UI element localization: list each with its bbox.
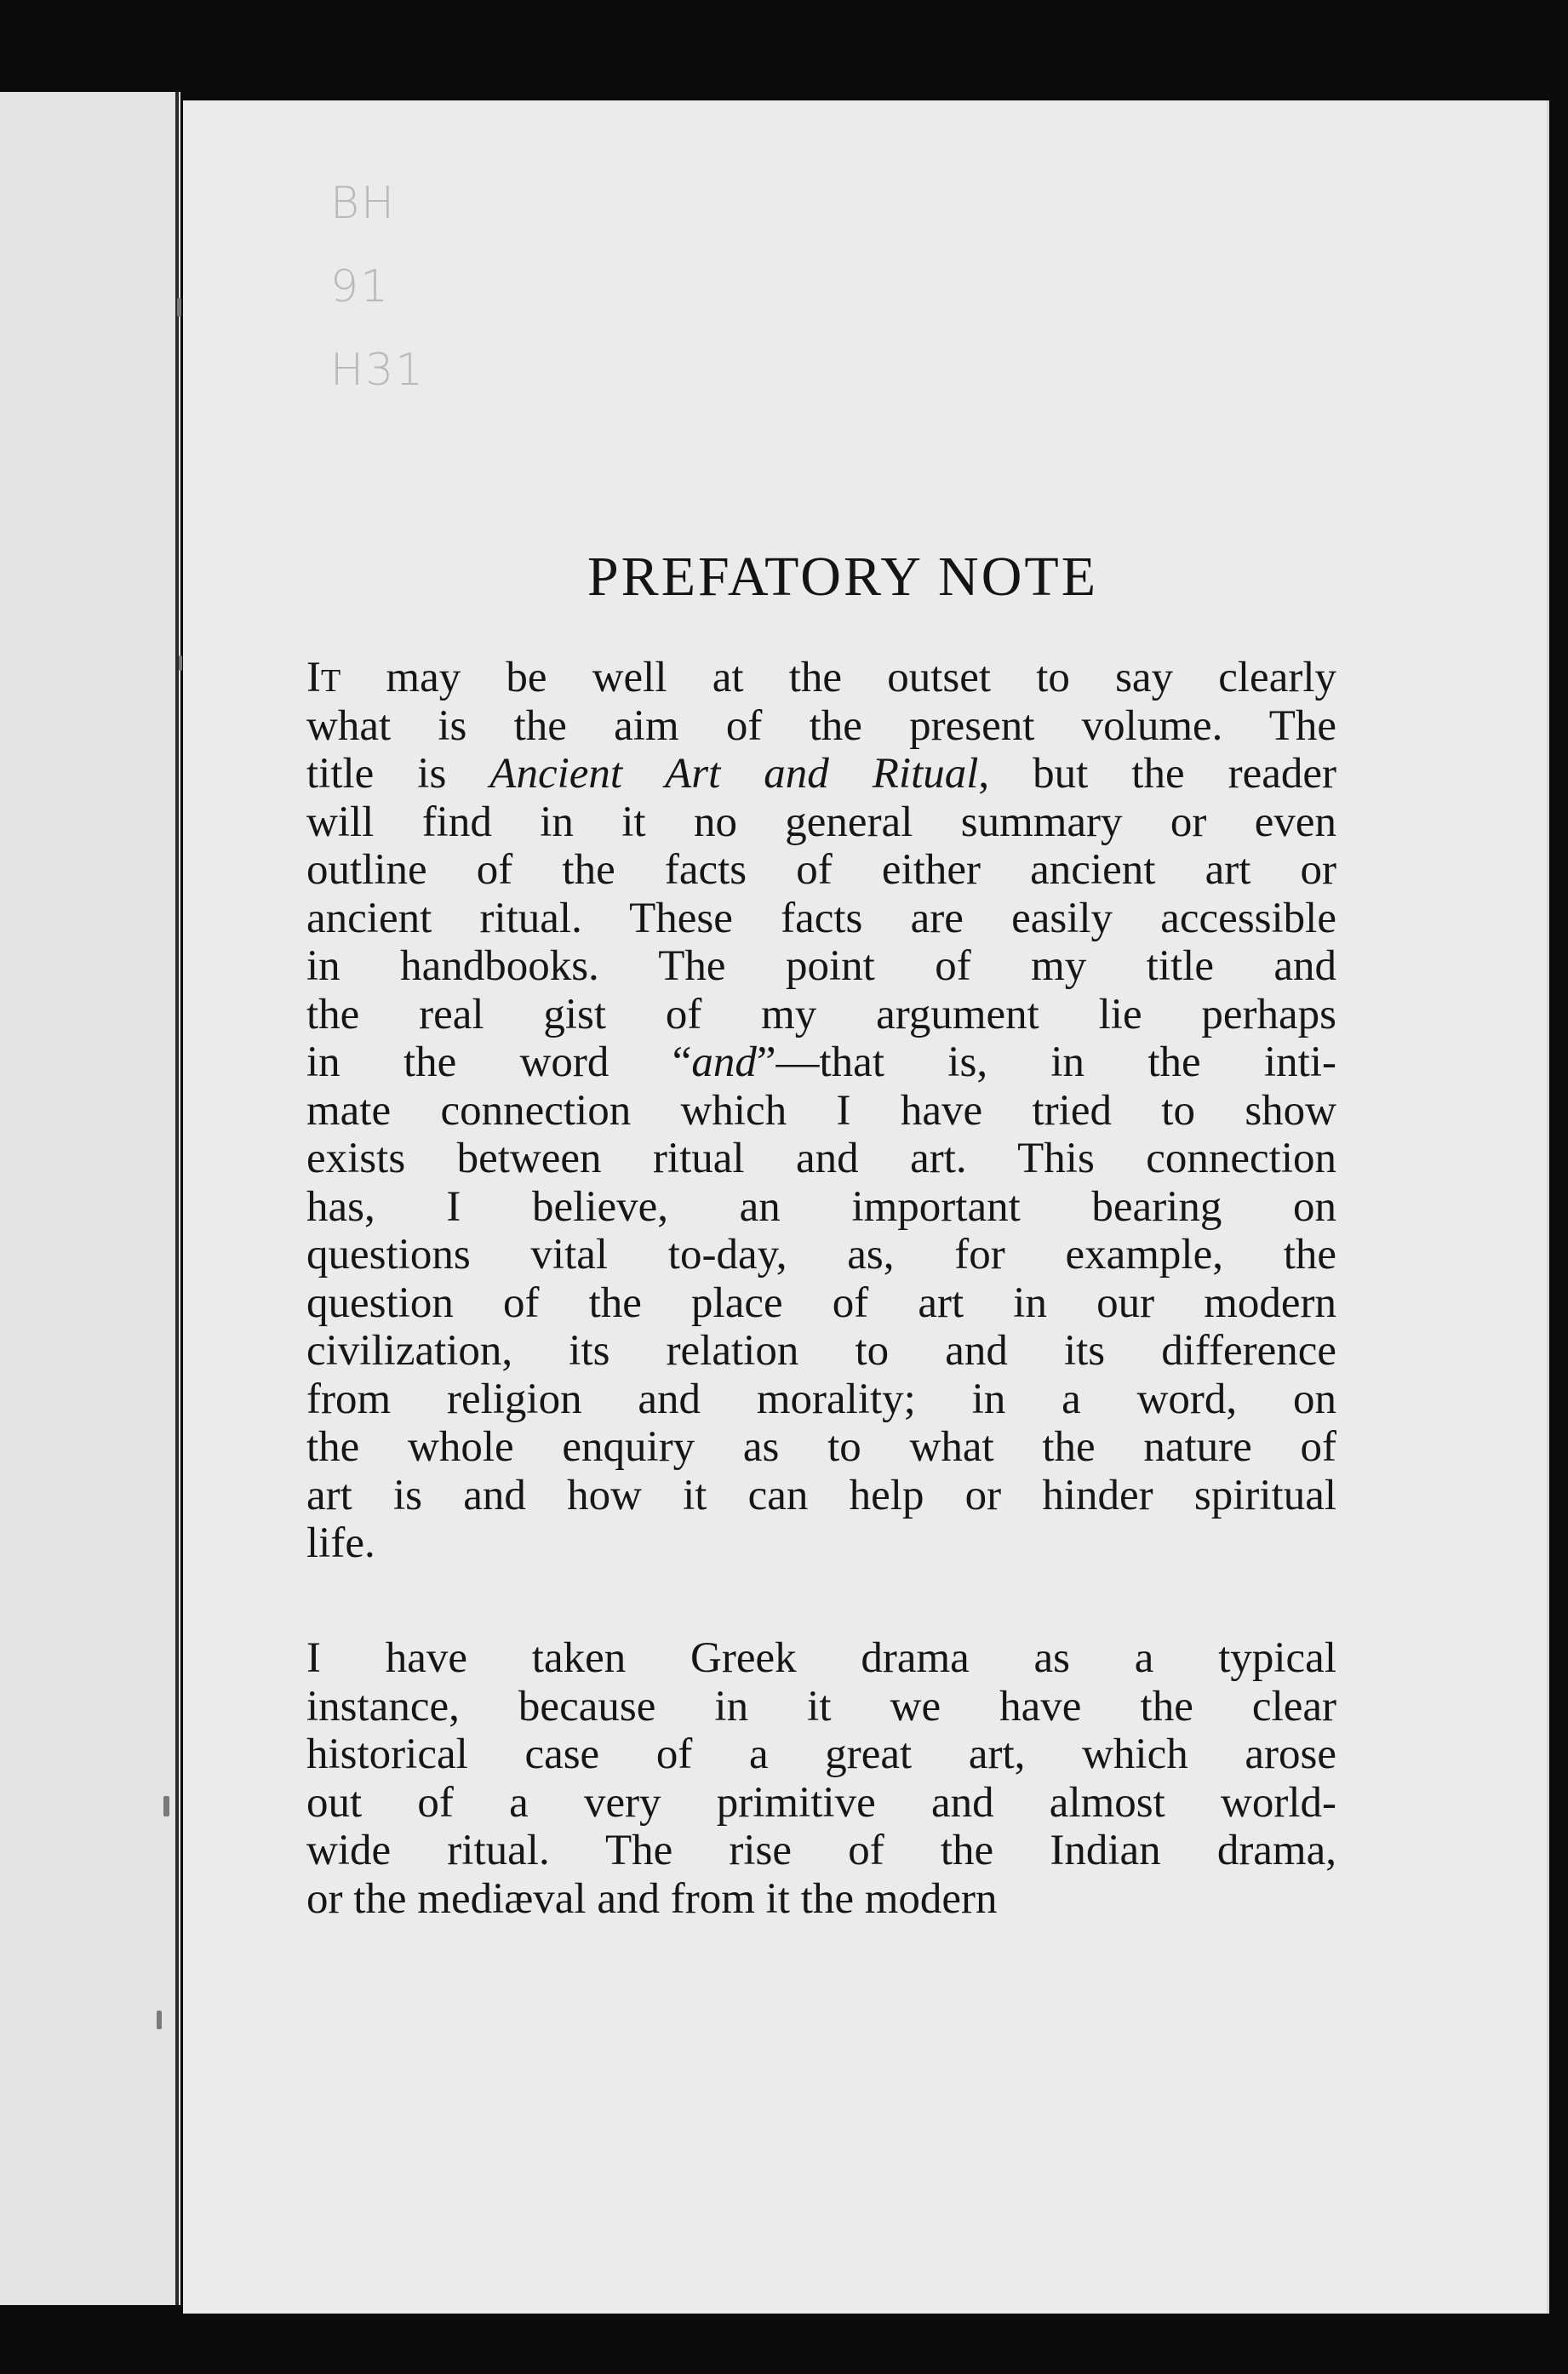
text-line: historical case of a great art, which arose [306,1730,1336,1778]
text-line: art is and how it can help or hinder spiritual [306,1471,1336,1519]
margin-speck [177,298,181,317]
text-line: life. [306,1519,375,1567]
margin-speck [163,1796,169,1816]
margin-speck [179,655,182,671]
text-line: out of a very primitive and almost world- [306,1778,1336,1827]
text-line: in the word “and”—that is, in the inti- [306,1038,1336,1086]
text-line: questions vital to-day, as, for example, the [306,1231,1336,1279]
text-line: has, I believe, an important bearing on [306,1182,1336,1231]
text-line: civilization, its relation to and its difference [306,1327,1336,1375]
book-gutter [175,92,179,2305]
page-title: PREFATORY NOTE [587,546,1099,608]
call-number-line: H31 [330,345,426,396]
text-line: ancient ritual. These facts are easily accessible [306,894,1336,942]
text-line: mate connection which I have tried to show [306,1086,1336,1135]
text-line: title is Ancient Art and Ritual, but the reader [306,750,1336,798]
facing-page-edge [0,92,180,2305]
text-line: IT may be well at the outset to say clearly [306,654,1336,701]
margin-speck [157,2011,162,2029]
text-line: wide ritual. The rise of the Indian drama, [306,1827,1336,1874]
text-line: outline of the facts of either ancient art or [306,846,1336,894]
call-number-line: BH [330,178,397,229]
text-line: exists between ritual and art. This connection [306,1135,1336,1182]
text-line: question of the place of art in our modern [306,1279,1336,1327]
text-line: in handbooks. The point of my title and [306,942,1336,990]
call-number-line: 91 [330,261,391,312]
text-line: will find in it no general summary or even [306,798,1336,846]
text-line: from religion and morality; in a word, on [306,1375,1336,1423]
text-line: what is the aim of the present volume. The [306,701,1336,750]
text-line: the real gist of my argument lie perhaps [306,990,1336,1038]
text-line: I have taken Greek drama as a typical [306,1634,1336,1682]
paragraph-2 [306,1634,1336,1923]
library-call-number [330,162,432,412]
text-line: or the mediæval and from it the modern [306,1874,998,1923]
text-line: the whole enquiry as to what the nature of [306,1423,1336,1471]
text-line: instance, because in it we have the clear [306,1682,1336,1730]
paragraph-1 [306,654,1336,1568]
